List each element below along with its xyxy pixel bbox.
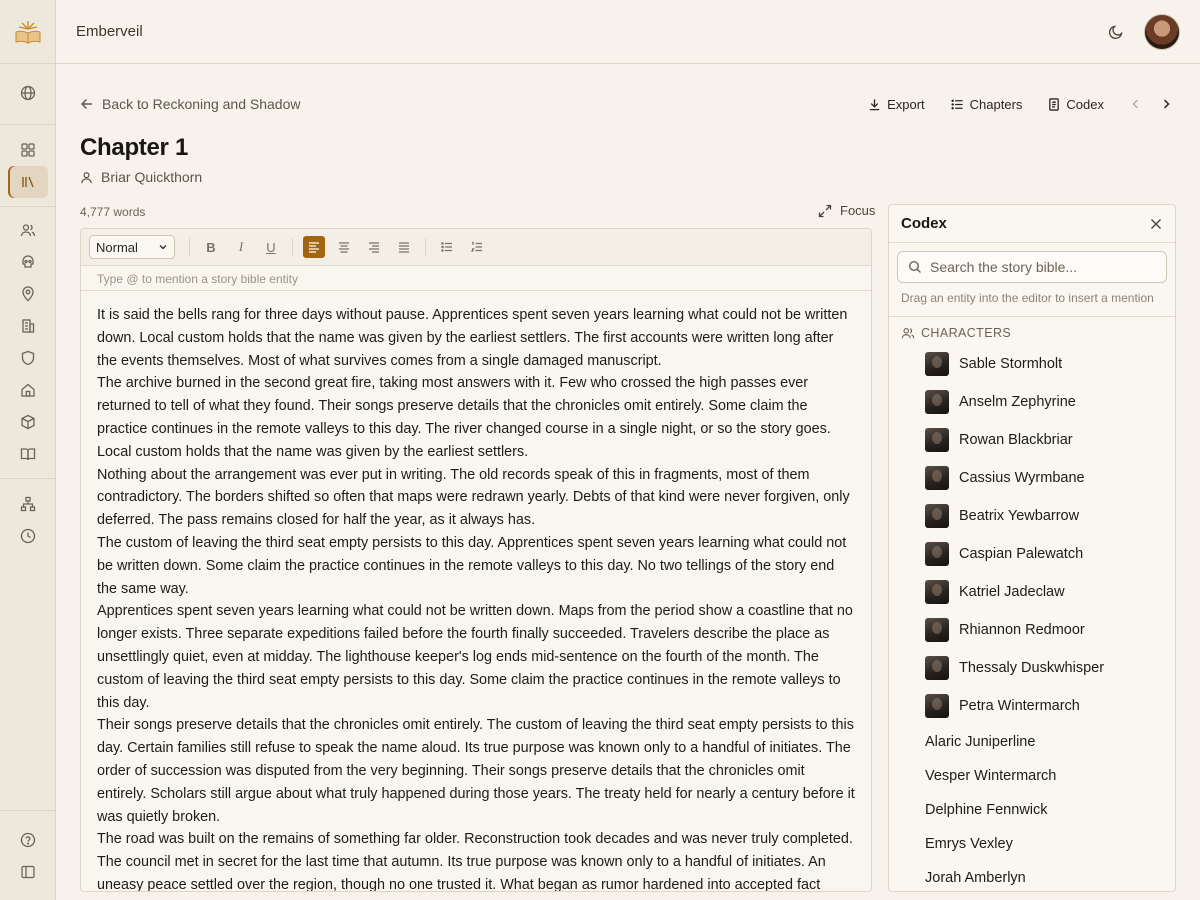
characters-section-header[interactable] <box>889 317 1175 345</box>
user-avatar[interactable] <box>1144 14 1180 50</box>
chapter-editor <box>80 228 872 892</box>
focus-mode-button[interactable] <box>818 203 875 218</box>
bold-button[interactable]: B <box>206 239 216 255</box>
character-name: Petra Wintermarch <box>959 698 1080 714</box>
home-icon <box>20 382 36 398</box>
align-left-icon <box>308 241 320 253</box>
character-portrait <box>925 618 949 642</box>
previous-chapter-button[interactable] <box>1130 98 1142 110</box>
character-name: Thessaly Duskwhisper <box>959 660 1105 676</box>
paragraph: Nothing about the arrangement was ever put in writing. The old records speak of this in fragments, most of them contradictory. The borders shifted so often that maps were redrawn yearly. Debts of that kind were never forgiven, only deferred. The pass remains closed for half the year, as it always has. <box>97 466 850 529</box>
document-icon <box>1048 98 1060 111</box>
places-nav-button[interactable] <box>8 374 48 406</box>
toolbar-divider <box>189 238 190 256</box>
toolbar-divider <box>425 238 426 256</box>
character-item[interactable] <box>889 573 1175 611</box>
character-item[interactable] <box>889 345 1175 383</box>
character-name: Cassius Wyrmbane <box>959 470 1085 486</box>
world-nav-button[interactable] <box>8 77 48 109</box>
left-rail <box>0 0 56 900</box>
align-justify-icon <box>398 241 410 253</box>
align-center-button[interactable] <box>333 236 355 258</box>
character-portrait <box>925 352 949 376</box>
app-logo[interactable] <box>0 0 55 64</box>
search-icon <box>908 260 922 274</box>
paragraph: The archive burned in the second great fire, taking most answers with it. Few who crossed the high passes ever returned to tell of what they found. Their songs preserve details that the chronicles omit entirely. Some claim the practice continues in the remote valleys to this day. The river changed course in a single night, or so the story goes. Local custom holds that the name was given by the earliest settlers. <box>97 375 831 460</box>
character-name: Alaric Juniperline <box>925 734 1036 750</box>
character-portrait <box>925 466 949 490</box>
character-portrait <box>925 656 949 680</box>
moon-icon <box>1108 24 1124 40</box>
character-name: Rhiannon Redmoor <box>959 622 1085 638</box>
toolbar-divider <box>292 238 293 256</box>
align-justify-button[interactable] <box>393 236 415 258</box>
character-item[interactable] <box>889 421 1175 459</box>
character-item[interactable] <box>889 793 1175 827</box>
users-icon <box>901 326 915 340</box>
building-icon <box>20 318 36 334</box>
align-center-icon <box>338 241 350 253</box>
close-icon <box>1149 217 1163 231</box>
lore-nav-button[interactable] <box>8 438 48 470</box>
character-name: Beatrix Yewbarrow <box>959 508 1080 524</box>
users-icon <box>20 222 36 238</box>
character-item[interactable] <box>889 827 1175 861</box>
globe-icon <box>20 85 36 101</box>
character-item[interactable] <box>889 383 1175 421</box>
character-name: Caspian Palewatch <box>959 546 1084 562</box>
timeline-nav-button[interactable] <box>8 520 48 552</box>
locations-nav-button[interactable] <box>8 278 48 310</box>
character-portrait <box>925 694 949 718</box>
theme-toggle-button[interactable] <box>1100 16 1132 48</box>
top-bar <box>56 0 1200 64</box>
bullet-list-icon <box>441 241 453 253</box>
characters-nav-button[interactable] <box>8 214 48 246</box>
creatures-nav-button[interactable] <box>8 246 48 278</box>
box-icon <box>20 414 36 430</box>
export-button[interactable] <box>868 97 925 112</box>
chapters-button[interactable] <box>951 97 1023 112</box>
shield-icon <box>20 350 36 366</box>
next-chapter-button[interactable] <box>1160 98 1172 110</box>
help-button[interactable] <box>8 824 48 856</box>
character-item[interactable] <box>889 611 1175 649</box>
text-style-value: Normal <box>96 239 138 255</box>
character-name: Vesper Wintermarch <box>925 768 1057 784</box>
network-icon <box>20 496 36 512</box>
arrow-left-icon <box>80 97 94 111</box>
codex-drag-hint: Drag an entity into the editor to insert a mention <box>889 283 1175 317</box>
word-count: 4,777 words <box>80 205 146 219</box>
library-nav-button[interactable] <box>8 166 48 198</box>
rail-divider <box>0 810 56 811</box>
codex-search-box <box>897 251 1167 283</box>
clock-icon <box>20 528 36 544</box>
character-name: Anselm Zephyrine <box>959 394 1076 410</box>
panel-left-icon <box>20 864 36 880</box>
align-right-button[interactable] <box>363 236 385 258</box>
character-item[interactable] <box>889 459 1175 497</box>
book-open-icon <box>20 446 36 462</box>
back-link-label: Back to Reckoning and Shadow <box>102 96 301 112</box>
organizations-nav-button[interactable] <box>8 310 48 342</box>
header-actions <box>868 92 1172 116</box>
codex-search-input[interactable] <box>930 259 1150 275</box>
character-item[interactable] <box>889 861 1175 892</box>
character-item[interactable] <box>889 535 1175 573</box>
map-pin-icon <box>20 286 36 302</box>
focus-label: Focus <box>840 203 876 218</box>
codex-panel <box>888 204 1176 892</box>
character-name: Katriel Jadeclaw <box>959 584 1065 600</box>
rail-divider <box>0 124 56 125</box>
chevron-left-icon <box>1130 98 1142 110</box>
dashboard-nav-button[interactable] <box>8 134 48 166</box>
factions-nav-button[interactable] <box>8 342 48 374</box>
paragraph: It is said the bells rang for three days without pause. Apprentices spent seven years learning what could not be written down. Local custom holds that the name was given by the earliest settlers. The first accounts were written long after the events themselves. Most of what survives comes from a single damaged manuscript. <box>97 307 848 369</box>
character-portrait <box>925 580 949 604</box>
chapter-pager <box>1130 98 1172 110</box>
help-circle-icon <box>20 832 36 848</box>
bullet-list-button[interactable] <box>436 236 458 258</box>
mention-hint: Type @ to mention a story bible entity <box>81 266 871 291</box>
formatting-toolbar <box>81 229 871 266</box>
chapter-title: Chapter 1 <box>80 134 188 161</box>
codex-header <box>889 205 1175 243</box>
align-left-button[interactable] <box>303 236 325 258</box>
codex-label: Codex <box>1066 96 1104 112</box>
expand-icon <box>818 204 832 218</box>
character-list <box>889 345 1175 892</box>
paragraph: The custom of leaving the third seat empty persists to this day. Apprentices spent seven years learning what could not be written down. Some claim the practice continues in the remote valleys to this day. No two tellings of the story end the same way. <box>97 534 847 597</box>
chapters-label: Chapters <box>969 96 1023 112</box>
download-icon <box>868 98 881 111</box>
character-name: Rowan Blackbriar <box>959 432 1073 448</box>
character-item[interactable] <box>889 497 1175 535</box>
paragraph: Apprentices spent seven years learning what could not be written down. Maps from the period show a coastline that no longer exists. Three separate expeditions failed before the fourth finally succeeded. Travelers describe the place as unsettlingly quiet, even at midday. The lighthouse keeper's log ends mid-sentence on the fourth of the month. The custom of leaving the third seat empty persists to this day. Some claim the practice continues in the remote valleys to this day. <box>97 603 853 711</box>
skull-icon <box>20 254 36 270</box>
character-portrait <box>925 428 949 452</box>
character-portrait <box>925 390 949 414</box>
rail-divider <box>0 478 56 479</box>
paragraph: The road was built on the remains of something far older. Reconstruction took decades and was never truly completed. The council met in secret for the last time that autumn. Its true purpose was known only to a handful of initiates. An uneasy peace settled over the region, though no one trusted it. What began as rumor hardened into accepted fact <box>97 831 853 892</box>
character-name: Delphine Fennwick <box>925 802 1048 818</box>
items-nav-button[interactable] <box>8 406 48 438</box>
chevron-right-icon <box>1160 98 1172 110</box>
book-sunburst-logo-icon <box>14 19 42 45</box>
numbered-list-button[interactable] <box>466 236 488 258</box>
author-name: Briar Quickthorn <box>101 169 203 185</box>
character-item[interactable] <box>889 649 1175 687</box>
character-item[interactable] <box>889 759 1175 793</box>
character-item[interactable] <box>889 687 1175 725</box>
chapter-author <box>80 169 202 185</box>
character-portrait <box>925 504 949 528</box>
toggle-sidebar-button[interactable] <box>8 856 48 888</box>
character-name: Emrys Vexley <box>925 836 1013 852</box>
character-portrait <box>925 542 949 566</box>
relationships-nav-button[interactable] <box>8 488 48 520</box>
app-name: Emberveil <box>76 23 143 40</box>
back-link[interactable] <box>80 94 300 114</box>
underline-button[interactable]: U <box>266 239 276 255</box>
paragraph: Their songs preserve details that the chronicles omit entirely. The custom of leaving the third seat empty persists to this day. Certain families still refuse to speak the name aloud. Its true purpose was known only to a handful of initiates. The order of succession was disputed from the very beginning. Their songs preserve details that the chronicles omit entirely. Scholars still argue about what truly happened during those years. The treaty held for nearly a century before it was quietly broken. <box>97 717 855 825</box>
export-label: Export <box>887 96 925 112</box>
text-style-select[interactable] <box>89 235 175 259</box>
character-item[interactable] <box>889 725 1175 759</box>
close-codex-button[interactable] <box>1149 217 1163 231</box>
codex-button[interactable] <box>1048 97 1104 112</box>
list-icon <box>951 98 964 111</box>
editor-text-area[interactable] <box>81 291 871 892</box>
align-right-icon <box>368 241 380 253</box>
library-icon <box>20 174 36 190</box>
user-icon <box>80 171 93 184</box>
italic-button[interactable]: I <box>238 239 244 254</box>
codex-title: Codex <box>901 215 947 232</box>
numbered-list-icon <box>471 241 483 253</box>
character-name: Sable Stormholt <box>959 356 1063 372</box>
character-name: Jorah Amberlyn <box>925 870 1026 886</box>
characters-section-label: CHARACTERS <box>921 326 1012 340</box>
chevron-down-icon <box>158 242 168 252</box>
rail-divider <box>0 206 56 207</box>
grid-icon <box>20 142 36 158</box>
